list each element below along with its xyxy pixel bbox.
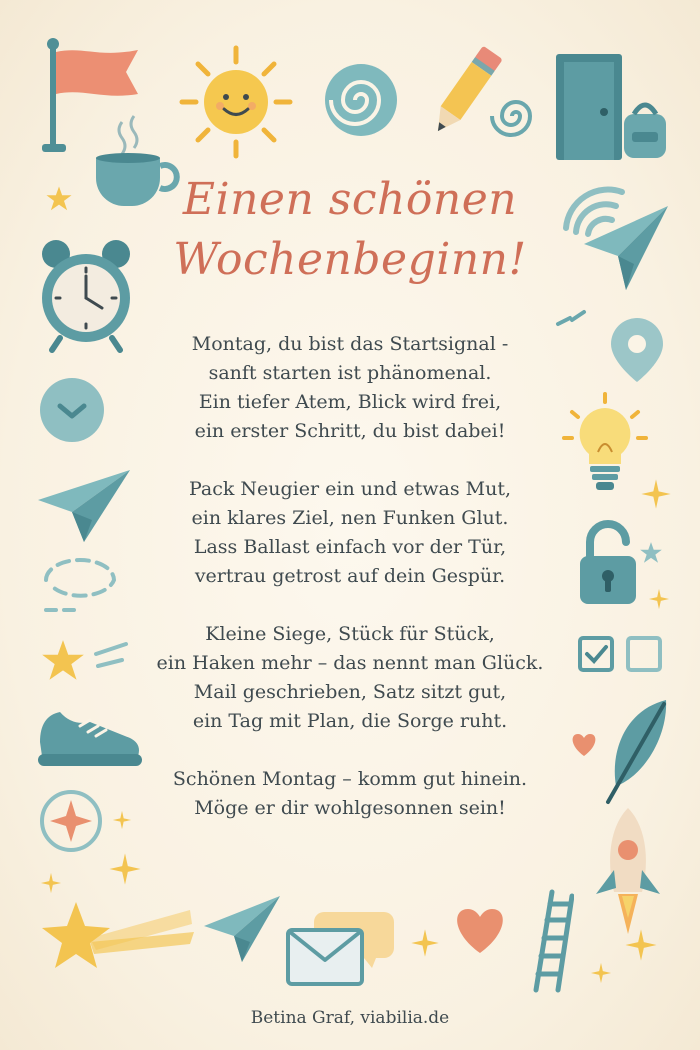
shooting-star-icon	[40, 896, 200, 980]
sparkle-icon	[624, 928, 658, 962]
sparkle-icon	[648, 588, 670, 610]
star-icon	[38, 636, 88, 686]
stanza-2	[120, 475, 580, 591]
poem-line: Möge er dir wohlgesonnen sein!	[194, 797, 506, 819]
sparkle-icon	[640, 478, 672, 510]
poem-line: ein klares Ziel, nen Funken Glut.	[191, 507, 509, 529]
stanza-3	[120, 620, 580, 736]
poem-line: ein Haken mehr – das nennt man Glück.	[156, 652, 544, 674]
poem-line: Pack Neugier ein und etwas Mut,	[188, 478, 512, 500]
location-pin-icon	[606, 314, 668, 386]
paper-plane-icon	[200, 892, 284, 966]
author-credit: Betina Graf, viabilia.de	[250, 1008, 450, 1028]
poem-line: Kleine Siege, Stück für Stück,	[205, 623, 495, 645]
poem-line: Mail geschrieben, Satz sitzt gut,	[193, 681, 507, 703]
rocket-icon	[590, 804, 666, 944]
poem-line: ein erster Schritt, du bist dabei!	[194, 420, 506, 442]
poem-line: ein Tag mit Plan, die Sorge ruht.	[192, 710, 508, 732]
ladder-icon	[522, 888, 574, 994]
chevron-bubble-icon	[36, 374, 108, 446]
heart-icon	[448, 900, 512, 958]
poem-line: sanft starten ist phänomenal.	[208, 362, 492, 384]
sparkle-icon	[410, 928, 440, 958]
page-title	[0, 170, 700, 290]
sparkle-icon	[108, 852, 142, 886]
title-line-2: Wochenbeginn!	[173, 234, 527, 285]
checkbox-icon	[576, 634, 666, 674]
sparkle-icon	[40, 872, 62, 894]
sun-icon	[176, 42, 296, 162]
envelope-icon	[284, 908, 396, 988]
title-line-1: Einen schönen	[182, 174, 518, 225]
sparkle-icon	[590, 962, 612, 984]
poem-line: Lass Ballast einfach vor der Tür,	[193, 536, 507, 558]
poem-line: Montag, du bist das Startsignal -	[191, 333, 509, 355]
poem-line: Ein tiefer Atem, Blick wird frei,	[198, 391, 502, 413]
star-icon	[638, 540, 664, 566]
dashed-loop	[36, 552, 124, 622]
poem-line: vertrau getrost auf dein Gespür.	[194, 565, 506, 587]
door-icon	[552, 52, 672, 164]
stanza-1	[120, 330, 580, 446]
spiral-icon	[488, 86, 544, 146]
poem-line: Schönen Montag – komm gut hinein.	[172, 768, 528, 790]
swirl-icon	[318, 60, 404, 140]
feather-quill-icon	[596, 696, 672, 808]
paper-plane-icon	[34, 466, 134, 546]
dash-marks	[554, 306, 590, 330]
star-badge-icon	[38, 788, 104, 854]
stanza-4	[120, 765, 580, 823]
padlock-icon	[574, 518, 644, 608]
poem	[120, 330, 580, 852]
